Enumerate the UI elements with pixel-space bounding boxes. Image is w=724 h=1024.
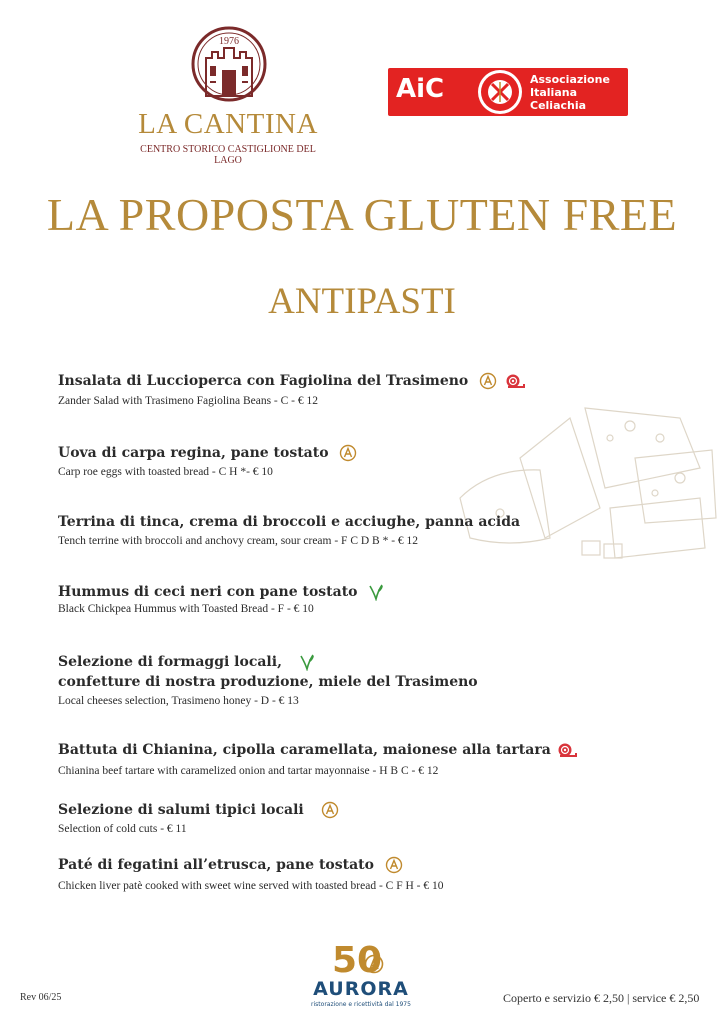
cantina-crest-icon [188, 18, 270, 108]
cheese-illustration [450, 398, 722, 570]
gluten-free-badge-icon [476, 68, 524, 116]
aic-name-line1: Associazione [530, 73, 610, 86]
la-cantina-logo [128, 18, 328, 166]
aurora-a-icon [385, 856, 403, 874]
svg-text:1976: 1976 [219, 36, 239, 47]
menu-item-description: Chianina beef tartare with caramelized onion and tartar mayonnaise - H B C - € 12 [58, 765, 439, 777]
aurora-a-icon [339, 444, 357, 462]
aurora-anniversary-number: 50 [332, 940, 383, 981]
slow-food-snail-icon [557, 742, 577, 758]
cantina-name: LA CANTINA [138, 108, 318, 140]
menu-item-name [58, 372, 525, 390]
menu-item-name-text: Selezione di formaggi locali, [58, 654, 282, 670]
menu-item-name [58, 856, 403, 874]
aurora-a-icon [364, 954, 384, 974]
menu-item-name-text: Uova di carpa regina, pane tostato [58, 445, 329, 461]
vegan-leaf-icon [299, 653, 315, 671]
aurora-a-icon [479, 372, 497, 390]
aic-association-name [530, 73, 610, 112]
section-title: ANTIPASTI [268, 281, 456, 322]
menu-item-name-text: Battuta di Chianina, cipolla caramellata, maionese alla tartara [58, 742, 551, 758]
aurora-name: AURORA [313, 978, 409, 1000]
menu-item-name [58, 742, 577, 758]
menu-item-name-text: Hummus di ceci neri con pane tostato [58, 584, 358, 600]
aic-name-line2: Italiana [530, 86, 577, 99]
aurora-logo [296, 942, 426, 1012]
aurora-a-icon [321, 801, 339, 819]
menu-item-name-line2: confetture di nostra produzione, miele del Trasimeno [58, 674, 478, 690]
menu-item-description: Black Chickpea Hummus with Toasted Bread - F - € 10 [58, 603, 314, 615]
menu-item-description: Zander Salad with Trasimeno Fagiolina Beans - C - € 12 [58, 395, 318, 407]
menu-item-name [58, 514, 520, 530]
page-title: LA PROPOSTA GLUTEN FREE [46, 189, 678, 240]
revision-label: Rev 06/25 [20, 992, 62, 1003]
cantina-subtitle: CENTRO STORICO CASTIGLIONE DEL LAGO [140, 144, 316, 166]
menu-item-name [58, 583, 384, 601]
aic-logo [388, 68, 628, 116]
menu-item-name-text: Terrina di tinca, crema di broccoli e acciughe, panna acida [58, 514, 521, 530]
cover-charge-note: Coperto e servizio € 2,50 | service € 2,50 [503, 991, 700, 1005]
menu-item-description: Local cheeses selection, Trasimeno honey - D - € 13 [58, 695, 299, 707]
menu-item-name-text: Paté di fegatini all’etrusca, pane tostato [58, 857, 374, 873]
menu-item-name [58, 653, 315, 671]
menu-item-name [58, 444, 357, 462]
menu-item-description: Carp roe eggs with toasted bread - C H *- € 10 [58, 466, 273, 478]
menu-item-name-text: Insalata di Luccioperca con Fagiolina del Trasimeno [58, 373, 469, 389]
menu-item-description: Chicken liver patè cooked with sweet wine served with toasted bread - C F H - € 10 [58, 880, 444, 892]
aic-name-line3: Celiachia [530, 99, 587, 112]
aurora-tagline: ristorazione e ricettività dal 1975 [311, 1001, 411, 1008]
menu-item-name [58, 801, 339, 819]
menu-item-description: Tench terrine with broccoli and anchovy cream, sour cream - F C D B * - € 12 [58, 535, 419, 547]
menu-item-description: Selection of cold cuts - € 11 [58, 823, 187, 835]
aic-abbreviation: AiC [396, 74, 445, 104]
vegan-leaf-icon [368, 583, 384, 601]
menu-item-name-text: Selezione di salumi tipici locali [58, 802, 304, 818]
slow-food-snail-icon [505, 373, 525, 389]
